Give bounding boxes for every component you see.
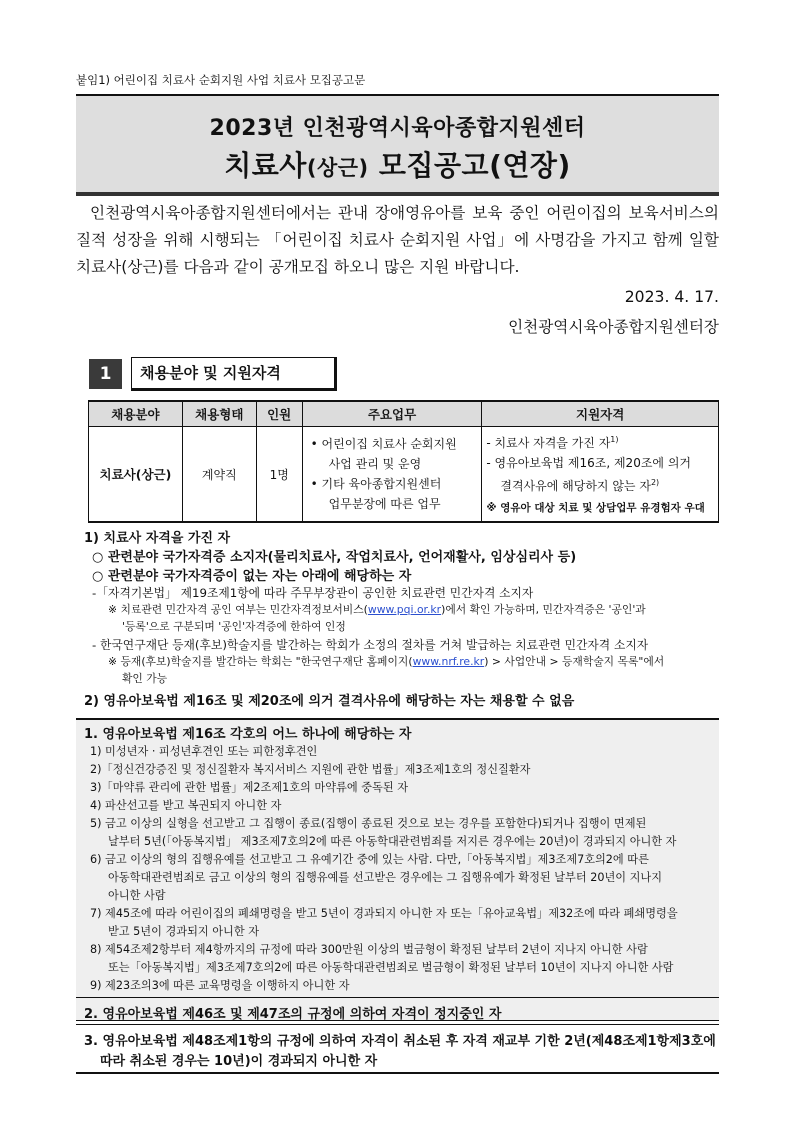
heading-qualification: 1) 치료사 자격을 가진 자 bbox=[84, 531, 231, 546]
note-private-license-cont: '등록'으로 구분되며 '공인'자격증에 한하여 인정 bbox=[122, 620, 346, 633]
col-header-count: 인원 bbox=[256, 401, 302, 427]
box-heading-1: 1. 영유아보육법 제16조 각호의 어느 하나에 해당하는 자 bbox=[84, 727, 412, 742]
divider bbox=[76, 1024, 719, 1025]
nrf-link[interactable]: www.nrf.re.kr bbox=[412, 655, 485, 668]
box-item: 7) 제45조에 따라 어린이집의 폐쇄명령을 받고 5년이 경과되지 아니한 자 또는「유아교육법」제32조에 따라 폐쇄명령을 bbox=[90, 907, 678, 920]
intro-paragraph: 인천광역시육아종합지원센터에서는 관내 장애영유아를 보육 중인 어린이집의 보육서비스의 질적 성장을 위해 시행되는 「어린이집 치료사 순회지원 사업」에 사명감을 가지고 함께 일할 치료사(상근)를 다음과 같이 공개모집 하오니 많은 지원 바랍니다. bbox=[76, 204, 719, 276]
item-academic-license: - 한국연구재단 등재(후보)학술지를 발간하는 학회가 소정의 절차를 거쳐 발급하는 치료관련 민간자격 소지자 bbox=[92, 638, 649, 652]
cell-field: 치료사(상근) bbox=[89, 427, 183, 523]
box-item: 2)「정신건강증진 및 정신질환자 복지서비스 지원에 관한 법률」제3조제1호의 정신질환자 bbox=[90, 763, 531, 776]
recruit-table bbox=[88, 400, 719, 523]
heading-disqualification: 2) 영유아보육법 제16조 및 제20조에 의거 결격사유에 해당하는 자는 채용할 수 없음 bbox=[84, 694, 575, 709]
box-item: 4) 파산선고를 받고 복권되지 아니한 자 bbox=[90, 799, 282, 812]
divider bbox=[76, 997, 719, 998]
section-title: 채용분야 및 지원자격 bbox=[131, 357, 337, 391]
box-item: 날부터 5년(「아동복지법」 제3조제7호의2에 따른 아동학대관련범죄를 저지른 경우에는 20년)이 경과되지 아니한 자 bbox=[108, 835, 677, 848]
note-academic-license-cont: 확인 가능 bbox=[122, 672, 168, 685]
note-academic-license: ※ 등재(후보)학술지를 발간하는 학회는 "한국연구재단 홈페이지(www.nrf.re.kr) > 사업안내 > 등재학술지 목록"에서 bbox=[108, 655, 665, 668]
col-header-duties: 주요업무 bbox=[302, 401, 482, 427]
table-row bbox=[89, 427, 719, 523]
box-item: 5) 금고 이상의 실형을 선고받고 그 집행이 종료(집행이 종료된 것으로 보는 경우를 포함한다)되거나 집행이 면제된 bbox=[90, 817, 647, 830]
box-heading-2: 2. 영유아보육법 제46조 및 제47조의 규정에 의하여 자격이 정지중인 자 bbox=[84, 1007, 502, 1022]
box-item: 8) 제54조제2항부터 제4항까지의 규정에 따라 300만원 이상의 벌금형이 확정된 날부터 2년이 지나지 아니한 사람 bbox=[90, 943, 648, 956]
box-item: 아동학대관련범죄로 금고 이상의 형의 집행유예를 선고받은 경우에는 그 집행유예가 확정된 날부터 20년이 지나지 bbox=[108, 871, 663, 884]
item-no-national-license: ○ 관련분야 국가자격증이 없는 자는 아래에 해당하는 자 bbox=[92, 569, 412, 584]
box-item: 또는「아동복지법」제3조제7호의2에 따른 아동학대관련범죄로 벌금형이 확정된 날부터 10년이 지나지 아니한 사람 bbox=[108, 961, 674, 974]
cell-type: 계약직 bbox=[182, 427, 256, 523]
notice-date: 2023. 4. 17. bbox=[624, 288, 719, 306]
box-item: 6) 금고 이상의 형의 집행유예를 선고받고 그 유예기간 중에 있는 사람. 다만,「아동복지법」제3조제7호의2에 따른 bbox=[90, 853, 649, 866]
cell-duties: • 어린이집 치료사 순회지원 사업 관리 및 운영 • 기타 육아종합지원센터 업무분장에 따른 업무 bbox=[302, 427, 482, 523]
qualification-details bbox=[84, 527, 724, 709]
box-heading-3: 3. 영유아보육법 제48조제1항의 규정에 의하여 자격이 취소된 후 자격 재교부 기한 2년(제48조제1항제3호에 bbox=[84, 1034, 716, 1049]
col-header-field: 채용분야 bbox=[89, 401, 183, 427]
cell-quals: - 치료사 자격을 가진 자$^{1)}$ - 영유아보육법 제16조, 제20조에 의거 결격사유에 해당하지 않는 자$^{2)}$ ※ 영유아 대상 치료 및 상담업무 유경험자 우대 bbox=[482, 427, 719, 523]
title-banner bbox=[76, 94, 719, 196]
box-item: 아니한 사람 bbox=[108, 889, 166, 902]
item-national-license: ○ 관련분야 국가자격증 소지자(물리치료사, 작업치료사, 언어재활사, 임상심리사 등) bbox=[92, 550, 577, 565]
divider bbox=[76, 1072, 719, 1074]
box-item: 받고 5년이 경과되지 아니한 자 bbox=[108, 925, 260, 938]
title-line2: 치료사(상근) 모집공고(연장) bbox=[224, 149, 571, 182]
note-private-license: ※ 치료관련 민간자격 공인 여부는 민간자격정보서비스(www.pqi.or.kr)에서 확인 가능하며, 민간자격증은 '공인'과 bbox=[108, 603, 646, 616]
title-line1: 2023년 인천광역시육아종합지원센터 bbox=[209, 116, 586, 141]
box-item: 3)「마약류 관리에 관한 법률」제2조제1호의 마약류에 중독된 자 bbox=[90, 781, 408, 794]
attachment-label: 붙임1) 어린이집 치료사 순회지원 사업 치료사 모집공고문 bbox=[76, 73, 366, 87]
cell-count: 1명 bbox=[256, 427, 302, 523]
box-item: 1) 미성년자 · 피성년후견인 또는 피한정후견인 bbox=[90, 745, 318, 758]
col-header-quals: 지원자격 bbox=[482, 401, 719, 427]
disqualification-box bbox=[76, 718, 719, 1021]
item-private-license: -「자격기본법」 제19조제1항에 따라 주무부장관이 공인한 치료관련 민간자격 소지자 bbox=[92, 586, 534, 600]
col-header-type: 채용형태 bbox=[182, 401, 256, 427]
section-number: 1 bbox=[89, 359, 122, 389]
preference-note: ※ 영유아 대상 치료 및 상담업무 유경험자 우대 bbox=[486, 502, 705, 514]
signer: 인천광역시육아종합지원센터장 bbox=[508, 318, 719, 336]
box-heading-3-cont: 따라 취소된 경우는 10년)이 경과되지 아니한 자 bbox=[100, 1054, 378, 1069]
pqi-link[interactable]: www.pqi.or.kr bbox=[367, 603, 442, 616]
box-item: 9) 제23조의3에 따른 교육명령을 이행하지 아니한 자 bbox=[90, 979, 350, 992]
